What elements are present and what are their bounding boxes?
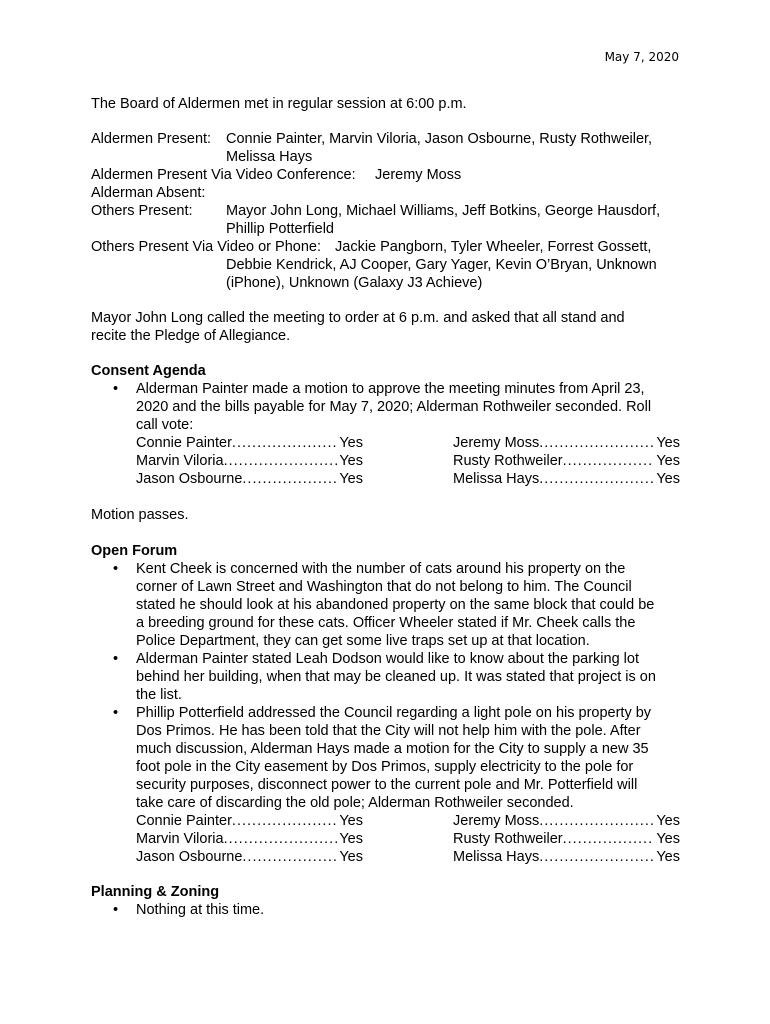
bullet-line: foot pole in the City easement by Dos Primos, supply electricity to the pole for	[136, 759, 634, 775]
planning-zoning-section	[91, 883, 691, 919]
dot-leader	[242, 470, 337, 488]
voter-name: Jason Osbourne	[136, 849, 243, 865]
others-video-row-cont1	[91, 256, 691, 274]
vote-result: Yes	[339, 813, 363, 829]
bullet-icon: •	[113, 561, 119, 577]
voter-name: Jason Osbourne	[136, 471, 243, 487]
vote-result: Yes	[656, 471, 680, 487]
others-present-row	[91, 202, 691, 220]
voter-name: Jeremy Moss	[453, 435, 540, 451]
bullet-icon: •	[113, 651, 119, 667]
call-to-order-line: recite the Pledge of Allegiance.	[91, 328, 291, 344]
dot-leader	[224, 830, 338, 848]
vote-result: Yes	[339, 453, 363, 469]
dot-leader	[563, 830, 655, 848]
open-forum-heading: Open Forum	[91, 543, 178, 559]
consent-vote-table	[91, 434, 691, 488]
aldermen-present-row	[91, 130, 691, 148]
voter-name: Marvin Viloria	[136, 453, 224, 469]
dot-leader	[224, 452, 338, 470]
intro-text: The Board of Aldermen met in regular session at 6:00 p.m.	[91, 96, 467, 112]
bullet-line: Police Department, they can get some live traps set up at that location.	[136, 633, 590, 649]
bullet-line: much discussion, Alderman Hays made a motion for the City to supply a new 35	[136, 741, 649, 757]
call-to-order	[91, 309, 691, 345]
bullet-line: the list.	[136, 687, 182, 703]
bullet-line: corner of Lawn Street and Washington that do not belong to him. The Council	[136, 579, 632, 595]
consent-agenda-heading: Consent Agenda	[91, 363, 206, 379]
voter-name: Connie Painter	[136, 435, 232, 451]
bullet-line: stated he should look at his abandoned property on the same block that could be	[136, 597, 655, 613]
motion-result: Motion passes.	[91, 507, 189, 523]
dot-leader	[539, 434, 654, 452]
others-present-row-cont	[91, 220, 691, 238]
others-video-row-cont2	[91, 274, 691, 292]
aldermen-present-label: Aldermen Present:	[91, 131, 212, 147]
others-video-value: Jackie Pangborn, Tyler Wheeler, Forrest Gossett,	[335, 239, 652, 255]
planning-zoning-heading: Planning & Zoning	[91, 884, 220, 900]
open-forum-bullet	[91, 704, 691, 812]
voter-name: Marvin Viloria	[136, 831, 224, 847]
vote-result: Yes	[656, 831, 680, 847]
vote-row	[91, 812, 691, 830]
open-forum-section	[91, 542, 691, 866]
vote-result: Yes	[339, 849, 363, 865]
dot-leader	[539, 470, 654, 488]
vote-result: Yes	[339, 831, 363, 847]
aldermen-present-value: Connie Painter, Marvin Viloria, Jason Osbourne, Rusty Rothweiler,	[226, 131, 653, 147]
bullet-icon: •	[113, 902, 119, 918]
planning-bullet	[91, 901, 691, 919]
aldermen-video-value: Jeremy Moss	[375, 167, 462, 183]
bullet-line: Phillip Potterfield addressed the Council regarding a light pole on his property by	[136, 705, 652, 721]
bullet-line: take care of discarding the old pole; Alderman Rothweiler seconded.	[136, 795, 574, 811]
open-forum-vote-table	[91, 812, 691, 866]
vote-result: Yes	[656, 435, 680, 451]
aldermen-video-label: Aldermen Present Via Video Conference:	[91, 167, 356, 183]
bullet-line: Alderman Painter stated Leah Dodson would like to know about the parking lot	[136, 651, 639, 667]
open-forum-bullet	[91, 560, 691, 650]
bullet-line: 2020 and the bills payable for May 7, 2020; Alderman Rothweiler seconded. Roll	[136, 399, 652, 415]
voter-name: Melissa Hays	[453, 471, 540, 487]
voter-name: Jeremy Moss	[453, 813, 540, 829]
others-present-label: Others Present:	[91, 203, 193, 219]
dot-leader	[242, 848, 337, 866]
consent-bullet	[91, 380, 691, 434]
bullet-line: Kent Cheek is concerned with the number of cats around his property on the	[136, 561, 626, 577]
vote-row	[91, 434, 691, 452]
open-forum-bullet	[91, 650, 691, 704]
vote-result: Yes	[656, 813, 680, 829]
bullet-line: a breeding ground for these cats. Officer Wheeler stated if Mr. Cheek calls the	[136, 615, 636, 631]
bullet-line: Alderman Painter made a motion to approve the meeting minutes from April 23,	[136, 381, 645, 397]
document-date: May 7, 2020	[604, 50, 679, 64]
aldermen-present-row-cont	[91, 148, 691, 166]
aldermen-absent-label: Alderman Absent:	[91, 185, 206, 201]
vote-row	[91, 452, 691, 470]
vote-result: Yes	[339, 435, 363, 451]
others-present-value-cont: Phillip Potterfield	[226, 221, 334, 237]
dot-leader	[232, 812, 337, 830]
voter-name: Rusty Rothweiler	[453, 831, 563, 847]
aldermen-present-value-cont: Melissa Hays	[226, 149, 313, 165]
attendance-section	[91, 130, 691, 292]
bullet-line: call vote:	[136, 417, 194, 433]
call-to-order-line: Mayor John Long called the meeting to order at 6 p.m. and asked that all stand and	[91, 310, 625, 326]
others-video-value-cont2: (iPhone), Unknown (Galaxy J3 Achieve)	[226, 275, 483, 291]
dot-leader	[539, 848, 654, 866]
vote-row	[91, 830, 691, 848]
bullet-line: Dos Primos. He has been told that the City will not help him with the pole. After	[136, 723, 641, 739]
vote-result: Yes	[656, 849, 680, 865]
vote-result: Yes	[339, 471, 363, 487]
voter-name: Rusty Rothweiler	[453, 453, 563, 469]
consent-agenda-section	[91, 362, 691, 488]
others-video-label: Others Present Via Video or Phone:	[91, 239, 321, 255]
bullet-icon: •	[113, 381, 119, 397]
voter-name: Connie Painter	[136, 813, 232, 829]
others-video-row	[91, 238, 691, 256]
aldermen-video-row	[91, 166, 691, 184]
others-video-value-cont1: Debbie Kendrick, AJ Cooper, Gary Yager, Kevin O’Bryan, Unknown	[226, 257, 657, 273]
vote-row	[91, 470, 691, 488]
bullet-line: Nothing at this time.	[136, 902, 265, 918]
others-present-value: Mayor John Long, Michael Williams, Jeff Botkins, George Hausdorf,	[226, 203, 661, 219]
bullet-line: security purposes, disconnect power to the current pole and Mr. Potterfield will	[136, 777, 638, 793]
dot-leader	[232, 434, 337, 452]
voter-name: Melissa Hays	[453, 849, 540, 865]
vote-result: Yes	[656, 453, 680, 469]
aldermen-absent-row	[91, 184, 691, 202]
bullet-icon: •	[113, 705, 119, 721]
dot-leader	[563, 452, 655, 470]
bullet-line: behind her building, when that may be cleaned up. It was stated that project is on	[136, 669, 656, 685]
vote-row	[91, 848, 691, 866]
dot-leader	[539, 812, 654, 830]
